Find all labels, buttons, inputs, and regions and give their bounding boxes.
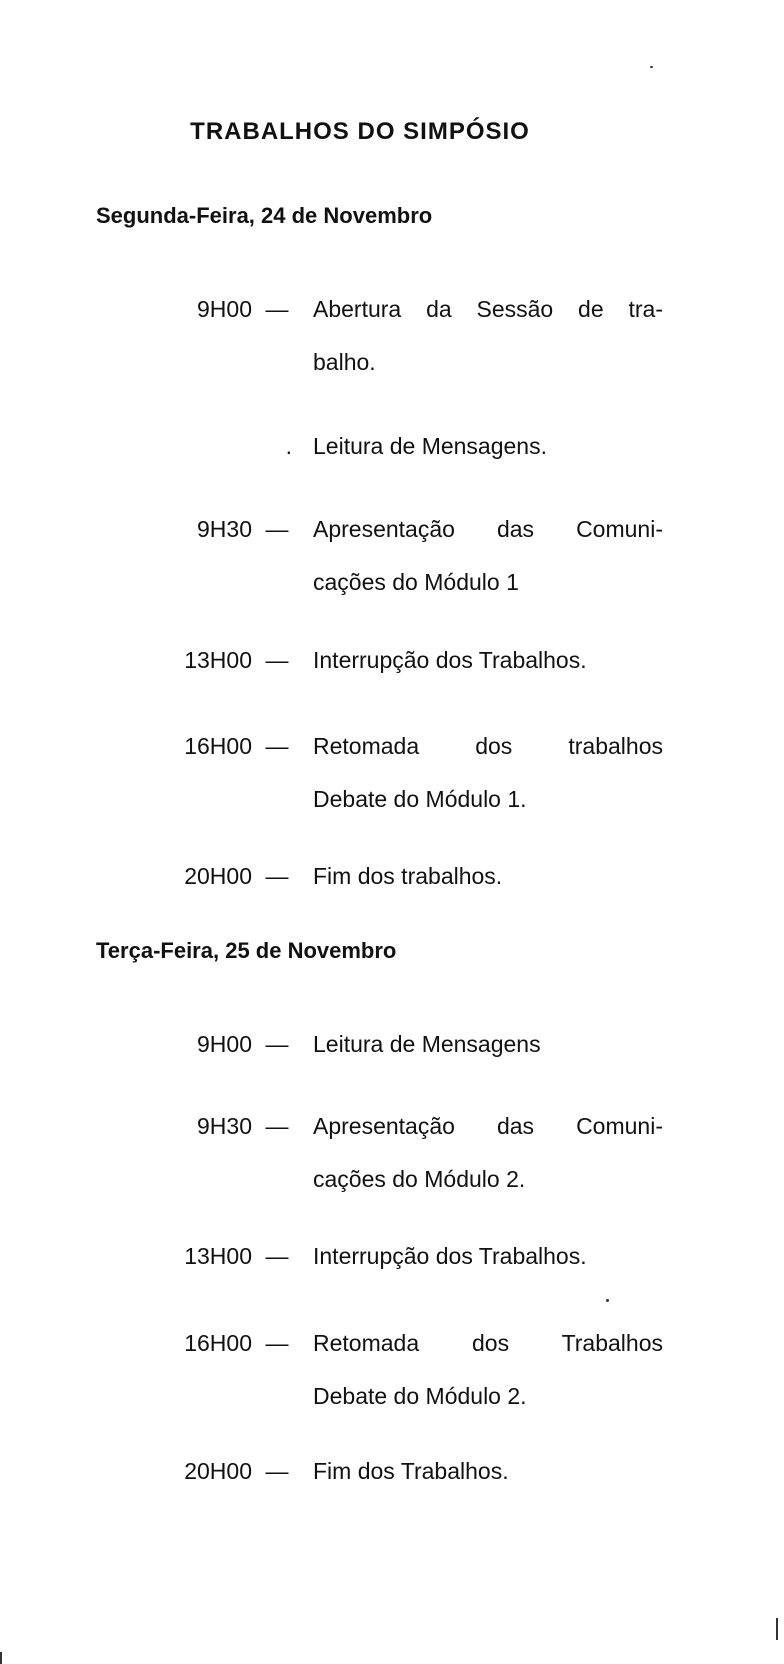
entry-description bbox=[313, 1445, 663, 1498]
entry-description bbox=[313, 1317, 663, 1423]
entry-dash: — bbox=[265, 516, 289, 542]
entry-bullet: . bbox=[285, 433, 292, 459]
entry-time: 20H00 bbox=[184, 1458, 252, 1484]
entry-description bbox=[313, 850, 663, 903]
entry-line: Apresentação das Comuni- bbox=[313, 1113, 663, 1139]
scan-speck bbox=[650, 66, 653, 68]
entry-time: 13H00 bbox=[184, 1243, 252, 1269]
entry-dash: — bbox=[265, 1243, 289, 1269]
entry-time: 9H30 bbox=[197, 1113, 252, 1139]
entry-description bbox=[313, 503, 663, 609]
entry-time: 13H00 bbox=[184, 647, 252, 673]
entry-dash: — bbox=[265, 1330, 289, 1356]
entry-line: Interrupção dos Trabalhos. bbox=[313, 1243, 587, 1269]
entry-description bbox=[313, 1018, 663, 1071]
entry-time: 9H00 bbox=[197, 296, 252, 322]
entry-time: 20H00 bbox=[184, 863, 252, 889]
entry-description bbox=[313, 283, 663, 389]
entry-dash: — bbox=[265, 1031, 289, 1057]
entry-time: 9H30 bbox=[197, 516, 252, 542]
entry-time: 16H00 bbox=[184, 733, 252, 759]
entry-line: balho. bbox=[313, 349, 376, 375]
entry-line: Retomada dos trabalhos bbox=[313, 733, 663, 759]
entry-line: Apresentação das Comuni- bbox=[313, 516, 663, 542]
entry-dash: — bbox=[265, 296, 289, 322]
entry-line: Abertura da Sessão de tra- bbox=[313, 296, 663, 322]
day-heading-tuesday: Terça-Feira, 25 de Novembro bbox=[96, 938, 397, 963]
entry-line: Debate do Módulo 1. bbox=[313, 786, 527, 812]
entry-time: 9H00 bbox=[197, 1031, 252, 1057]
entry-description bbox=[313, 420, 663, 473]
entry-line: Leitura de Mensagens bbox=[313, 1031, 541, 1057]
entry-dash: — bbox=[265, 1458, 289, 1484]
entry-line: Debate do Módulo 2. bbox=[313, 1383, 527, 1409]
entry-line: cações do Módulo 2. bbox=[313, 1166, 526, 1192]
entry-line: Interrupção dos Trabalhos. bbox=[313, 647, 587, 673]
entry-description bbox=[313, 1230, 663, 1283]
scan-mark bbox=[776, 1618, 778, 1640]
entry-description bbox=[313, 720, 663, 826]
entry-time: 16H00 bbox=[184, 1330, 252, 1356]
entry-dash: — bbox=[265, 1113, 289, 1139]
entry-description bbox=[313, 1100, 663, 1206]
entry-description bbox=[313, 634, 663, 687]
entry-line: cações do Módulo 1 bbox=[313, 569, 519, 595]
day-heading-monday: Segunda-Feira, 24 de Novembro bbox=[96, 203, 433, 228]
entry-dash: — bbox=[265, 863, 289, 889]
scan-speck bbox=[606, 1299, 609, 1302]
scan-mark bbox=[0, 1652, 2, 1664]
entry-line: Fim dos trabalhos. bbox=[313, 863, 503, 889]
entry-dash: — bbox=[265, 647, 289, 673]
page-title: TRABALHOS DO SIMPÓSIO bbox=[190, 118, 530, 145]
entry-line: Fim dos Trabalhos. bbox=[313, 1458, 509, 1484]
entry-line: Leitura de Mensagens. bbox=[313, 433, 547, 459]
entry-dash: — bbox=[265, 733, 289, 759]
entry-line: Retomada dos Trabalhos bbox=[313, 1330, 663, 1356]
